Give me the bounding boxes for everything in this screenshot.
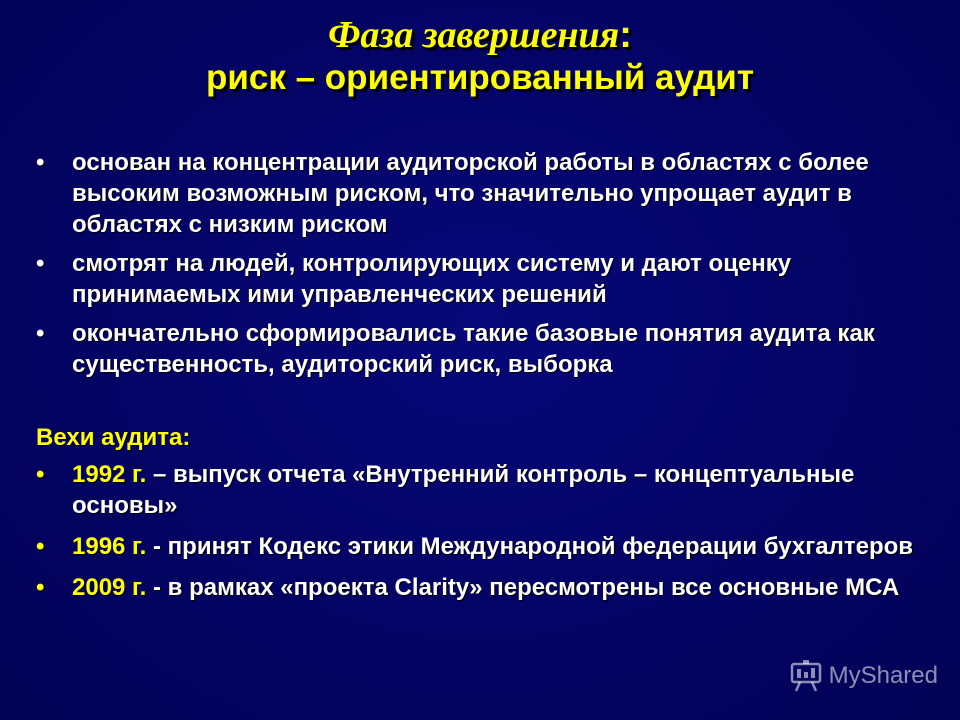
milestone-year: 1992 г. — [72, 461, 147, 488]
title-phase: Фаза завершения — [328, 14, 620, 56]
title-colon: : — [619, 14, 632, 56]
bullet-text: смотрят на людей, контролирующих систему и дают оценку принимаемых ими управленческих решений — [72, 250, 792, 308]
milestones-list — [36, 459, 936, 613]
title-line-2: риск – ориентированный аудит — [206, 58, 754, 97]
bullet-item — [36, 147, 936, 240]
bullet-list — [36, 147, 936, 388]
milestones-heading: Вехи аудита: — [36, 424, 191, 451]
bullet-text: окончательно сформировались такие базовые понятия аудита как существенность, аудиторский риск, выборка — [72, 320, 875, 378]
watermark-text: MyShared — [828, 662, 938, 689]
bullet-text: основан на концентрации аудиторской работы в областях с более высоким возможным риском, что значительно упрощает аудит в областях с низким риском — [72, 149, 869, 238]
milestone-item — [36, 572, 936, 603]
milestone-item — [36, 531, 936, 562]
watermark — [789, 660, 938, 692]
bullet-marker: • — [36, 149, 45, 176]
bullet-marker: • — [36, 320, 45, 347]
milestone-marker: • — [36, 533, 45, 560]
bullet-item — [36, 248, 936, 310]
milestone-item — [36, 459, 936, 521]
milestone-text: - принят Кодекс этики Международной федерации бухгалтеров — [146, 533, 914, 560]
milestone-year: 1996 г. — [72, 533, 147, 560]
slide-title — [0, 12, 960, 98]
milestone-text: - в рамках «проекта Clarity» пересмотрены все основные МСА — [146, 574, 900, 601]
bullet-item — [36, 318, 936, 380]
presentation-board-icon — [789, 660, 823, 692]
bullet-marker: • — [36, 250, 45, 277]
milestone-marker: • — [36, 574, 45, 601]
milestone-text: – выпуск отчета «Внутренний контроль – концептуальные основы» — [72, 461, 855, 519]
milestone-year: 2009 г. — [72, 574, 147, 601]
milestone-marker: • — [36, 461, 45, 488]
title-line-1 — [0, 12, 960, 58]
